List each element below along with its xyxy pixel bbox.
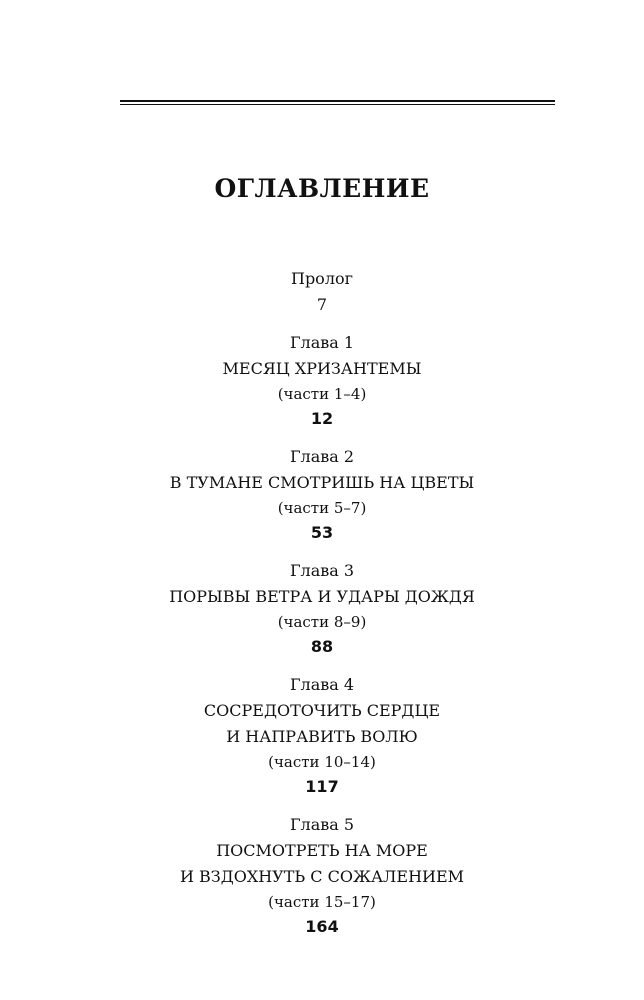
entry-parts: (части 10–14) <box>268 753 376 771</box>
toc-entry-chapter-5[interactable] <box>0 812 644 940</box>
entry-label: Глава 4 <box>289 675 355 694</box>
entry-page-number: 7 <box>316 295 328 314</box>
entry-parts: (части 1–4) <box>277 385 367 403</box>
entry-page-number: 53 <box>310 523 334 542</box>
toc-entry-chapter-3[interactable] <box>0 558 644 660</box>
entry-page-number: 164 <box>305 917 339 936</box>
toc-entry-chapter-4[interactable] <box>0 672 644 800</box>
entry-page-number: 88 <box>310 637 334 656</box>
toc-entry-prologue[interactable] <box>0 266 644 318</box>
entry-title-line-1: СОСРЕДОТОЧИТЬ СЕРДЦЕ <box>203 701 441 720</box>
entry-label: Глава 5 <box>289 815 355 834</box>
entry-title: ПОРЫВЫ ВЕТРА И УДАРЫ ДОЖДЯ <box>169 587 475 606</box>
entry-parts: (части 15–17) <box>268 893 376 911</box>
entry-title-line-2: И ВЗДОХНУТЬ С СОЖАЛЕНИЕМ <box>179 867 465 886</box>
entry-parts: (части 5–7) <box>277 499 367 517</box>
entry-page-number: 12 <box>310 409 334 428</box>
top-double-rule <box>120 100 555 105</box>
entry-page-number: 117 <box>305 777 339 796</box>
entry-title-line-1: ПОСМОТРЕТЬ НА МОРЕ <box>216 841 428 860</box>
entry-title: МЕСЯЦ ХРИЗАНТЕМЫ <box>222 359 422 378</box>
entry-title: В ТУМАНЕ СМОТРИШЬ НА ЦВЕТЫ <box>169 473 475 492</box>
table-of-contents <box>0 266 644 952</box>
page-title: ОГЛАВЛЕНИЕ <box>214 174 430 203</box>
toc-entry-chapter-2[interactable] <box>0 444 644 546</box>
entry-parts: (части 8–9) <box>277 613 367 631</box>
entry-title-line-2: И НАПРАВИТЬ ВОЛЮ <box>226 727 418 746</box>
entry-label: Глава 1 <box>289 333 355 352</box>
entry-label: Пролог <box>290 269 353 288</box>
entry-label: Глава 2 <box>289 447 355 466</box>
entry-label: Глава 3 <box>289 561 355 580</box>
toc-entry-chapter-1[interactable] <box>0 330 644 432</box>
